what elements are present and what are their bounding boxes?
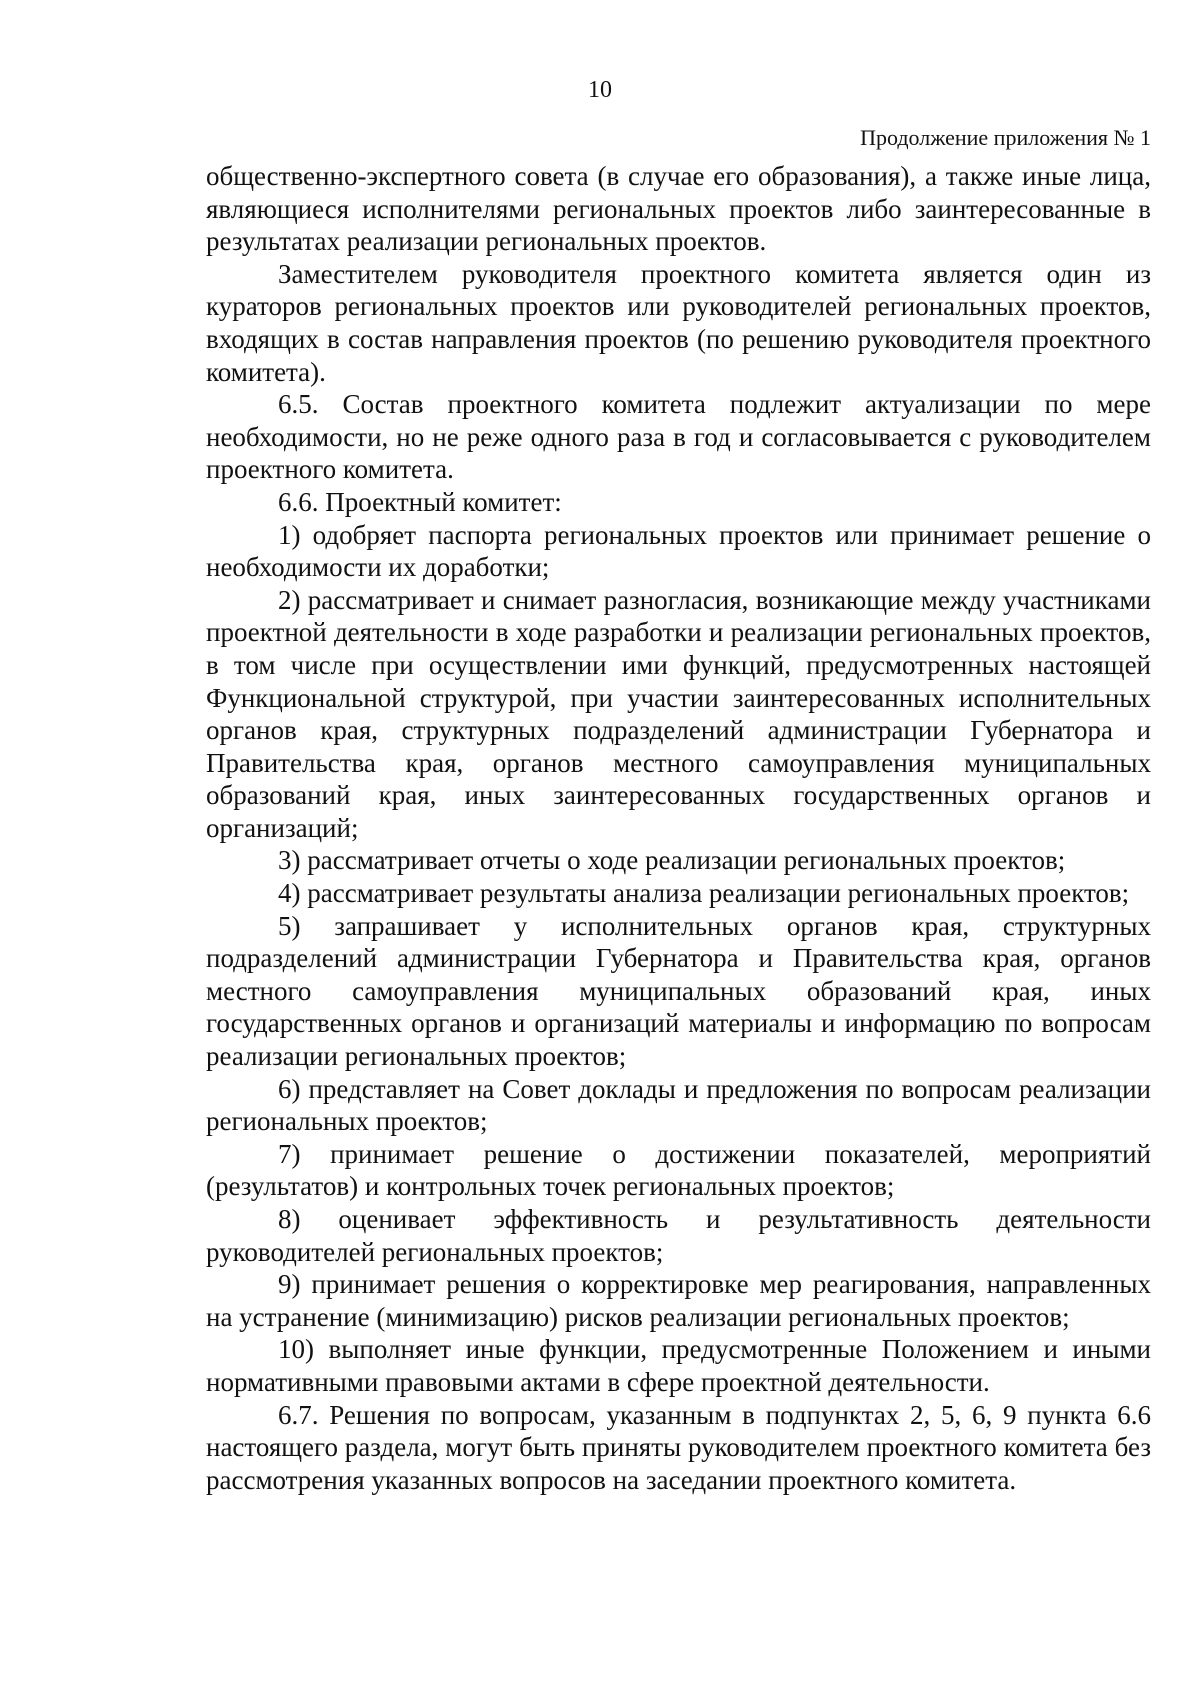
list-item-10: 10) выполняет иные функции, предусмотренные Положением и иными нормативными правовыми актами в сфере проектной деятельности. [206,1334,1151,1397]
paragraph-6-6-heading: 6.6. Проектный комитет: [278,486,562,517]
list-item-7: 7) принимает решение о достижении показателей, мероприятий (результатов) и контрольных точек региональных проектов; [206,1138,1151,1202]
list-item-3: 3) рассматривает отчеты о ходе реализации региональных проектов; [278,845,1066,876]
list-item-1: 1) одобряет паспорта региональных проектов или принимает решение о необходимости их доработки; [206,519,1151,583]
list-item-6: 6) представляет на Совет доклады и предложения по вопросам реализации региональных проектов; [206,1073,1151,1137]
appendix-continuation-note: Продолжение приложения № 1 [860,125,1151,150]
paragraph-6-7: 6.7. Решения по вопросам, указанным в подпунктах 2, 5, 6, 9 пункта 6.6 настоящего раздела, могут быть приняты руководителем проектного комитета без рассмотрения указанных вопросов на заседании проектного комитета. [206,1399,1151,1495]
document-body [206,160,1151,1496]
list-item-4: 4) рассматривает результаты анализа реализации региональных проектов; [278,878,1130,909]
paragraph-deputy-head: Заместителем руководителя проектного комитета является один из кураторов региональных проектов или руководителей региональных проектов, входящих в состав направления проектов (по решению руководителя проектного комитета). [206,258,1151,387]
page-number: 10 [588,77,612,103]
paragraph-6-5: 6.5. Состав проектного комитета подлежит актуализации по мере необходимости, но не реже одного раза в год и согласовывается с руководителем проектного комитета. [206,389,1151,485]
list-item-8: 8) оценивает эффективность и результативность деятельности руководителей региональных проектов; [206,1204,1151,1267]
paragraph-continuation: общественно-экспертного совета (в случае его образования), а также иные лица, являющиеся исполнителями региональных проектов либо заинтересованные в результатах реализации региональных проектов. [206,161,1151,257]
list-item-9: 9) принимает решения о корректировке мер реагирования, направленных на устранение (минимизацию) рисков реализации региональных проектов; [206,1269,1151,1332]
list-item-5: 5) запрашивает у исполнительных органов края, структурных подразделений администрации Губернатора и Правительства края, органов местного самоуправления муниципальных образований края, иных государственных органов и организаций материалы и информацию по вопросам реализации региональных проектов; [206,910,1151,1072]
list-item-2: 2) рассматривает и снимает разногласия, возникающие между участниками проектной деятельности в ходе разработки и реализации региональных проектов, в том числе при осуществлении ими функций, предусмотренных настоящей Функциональной структурой, при участии заинтересованных исполнительных органов края, структурных подразделений администрации Губернатора и Правительства края, органов местного самоуправления муниципальных образований края, иных заинтересованных государственных органов и организаций; [206,584,1151,843]
